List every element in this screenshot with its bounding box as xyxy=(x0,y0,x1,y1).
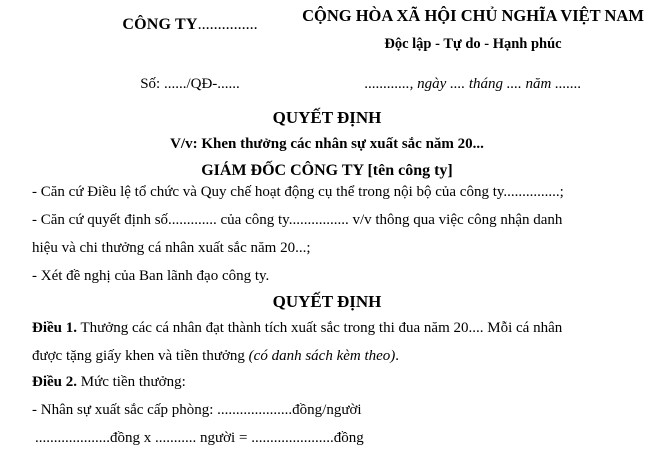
article-1-text-1: Thưởng các cá nhân đạt thành tích xuất sắc trong thi đua năm 20.... Mỗi cá nhân xyxy=(77,320,563,336)
preamble-line-4: - Xét đề nghị của Ban lãnh đạo công ty. xyxy=(32,268,270,284)
company-label: CÔNG TY xyxy=(122,16,198,33)
article-2-label: Điều 2. xyxy=(32,374,77,390)
document-header xyxy=(0,0,654,100)
company-name-line xyxy=(60,16,320,34)
article-2-line xyxy=(32,374,632,391)
decision-subject-line: V/v: Khen thưởng các nhân sự xuất sắc năm 20... xyxy=(170,136,484,152)
issuing-authority-line: GIÁM ĐỐC CÔNG TY [tên công ty] xyxy=(201,162,453,179)
national-motto: Độc lập - Tự do - Hạnh phúc xyxy=(384,36,562,52)
article-1-line-1 xyxy=(32,320,632,337)
document-date-line: ............, ngày .... tháng .... năm ....... xyxy=(364,76,582,92)
bonus-amount-line-2: ....................đồng x ........... người = ......................đồng xyxy=(35,430,364,446)
decision-title-secondary: QUYẾT ĐỊNH xyxy=(272,292,382,311)
article-1-label: Điều 1. xyxy=(32,320,77,336)
preamble-line-3: hiệu và chi thưởng cá nhân xuất sắc năm 20...; xyxy=(32,240,311,256)
decision-title-primary: QUYẾT ĐỊNH xyxy=(272,108,382,127)
article-1-attachment-note: (có danh sách kèm theo) xyxy=(248,348,396,364)
preamble-line-2: - Căn cứ quyết định số............. của công ty................ v/v thông qua việc công nhận danh xyxy=(32,212,563,228)
article-1-text-2-after: . xyxy=(395,348,400,364)
bonus-amount-line-1: - Nhân sự xuất sắc cấp phòng: ....................đồng/người xyxy=(32,402,362,418)
article-1-line-2 xyxy=(32,348,632,365)
national-title: CỘNG HÒA XÃ HỘI CHỦ NGHĨA VIỆT NAM xyxy=(302,6,644,25)
company-dots: ............... xyxy=(197,16,258,33)
article-2-text: Mức tiền thưởng: xyxy=(77,374,186,390)
document-number: Số: ....../QĐ-...... xyxy=(140,76,240,92)
preamble-line-1: - Căn cứ Điều lệ tổ chức và Quy chế hoạt động cụ thể trong nội bộ của công ty...............; xyxy=(32,184,564,200)
article-1-text-2-before: được tặng giấy khen và tiền thưởng xyxy=(32,348,249,364)
